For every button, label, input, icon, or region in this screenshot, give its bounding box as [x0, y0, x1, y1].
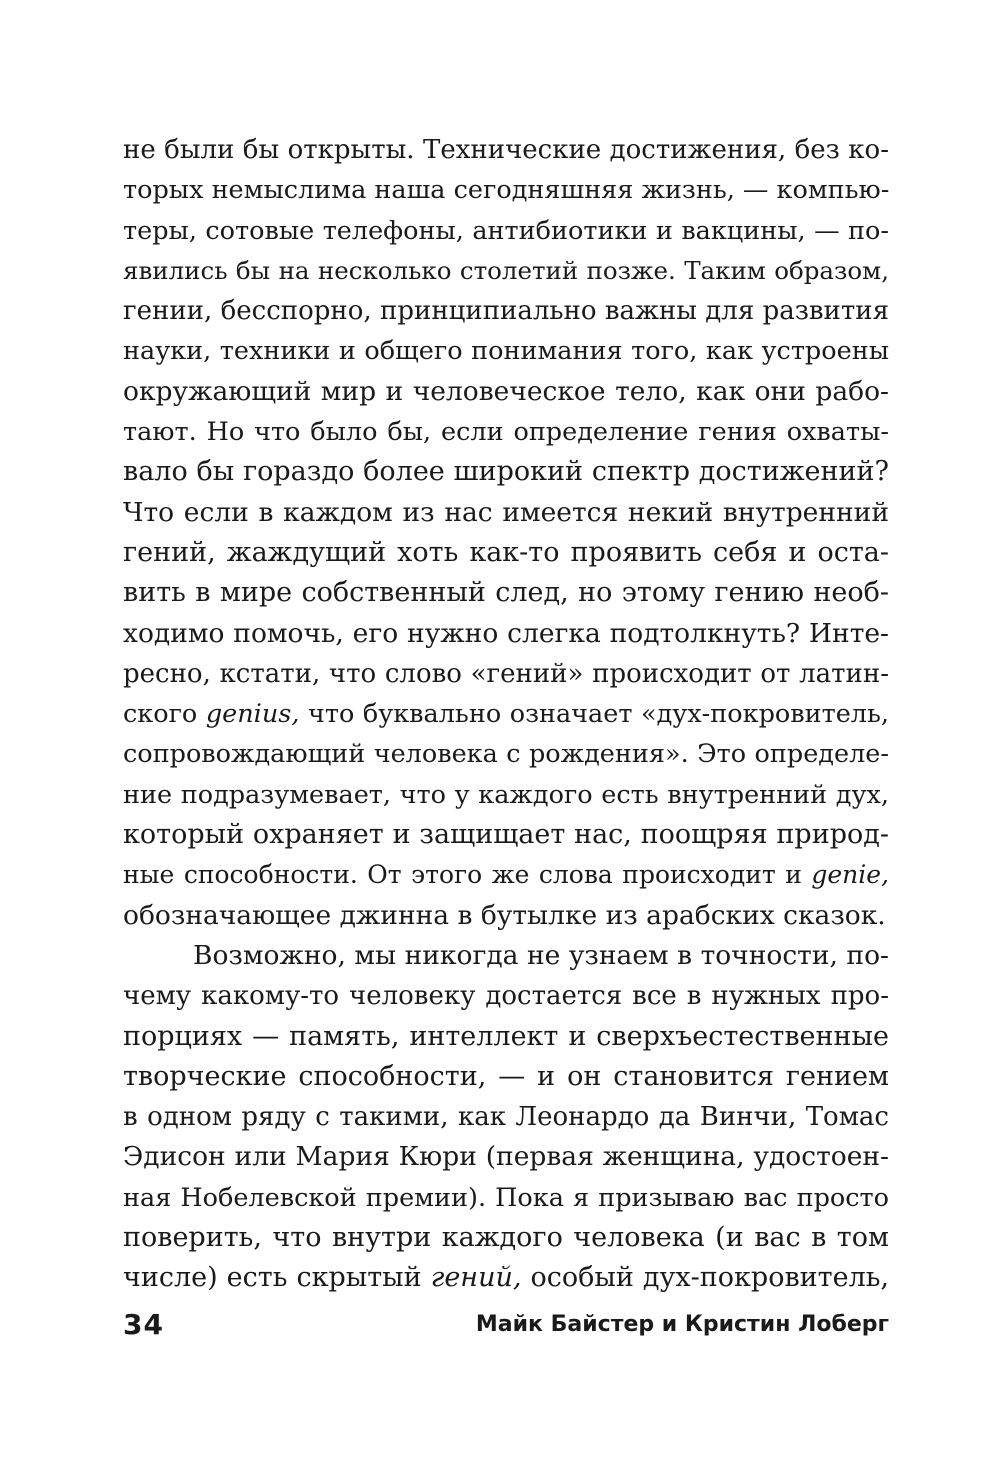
text-line: гений, жаждущий хоть как-то проявить себя и оста- — [123, 536, 889, 568]
text-line: ресно, кстати, что слово «гений» происходит от латин- — [123, 658, 889, 689]
text-run: ные способности. От этого же слова происходит и — [123, 860, 812, 890]
text-line: ходимо помочь, его нужно слегка подтолкнуть? Инте- — [123, 617, 889, 649]
text-run: особый дух-покровитель, — [521, 1262, 889, 1294]
text-line: в одном ряду с такими, как Леонардо да Винчи, Томас — [123, 1102, 889, 1133]
text-line: сопровождающий человека с рождения». Это определе- — [123, 739, 889, 770]
text-line: ние подразумевает, что у каждого есть внутренний дух, — [123, 779, 889, 810]
text-run: что буквально означает «дух-покровитель, — [299, 699, 889, 730]
italic-word: гений, — [430, 1262, 522, 1294]
text-line: творческие способности, — и он становится гением — [123, 1060, 889, 1092]
italic-word: genie, — [811, 860, 889, 890]
text-line — [123, 1258, 889, 1298]
text-line: поверить, что внутри каждого человека (и вас в том — [123, 1222, 889, 1254]
page-text — [123, 130, 889, 1299]
text-line: ная Нобелевской премии). Пока я призываю вас просто — [123, 1182, 889, 1213]
text-line: не были бы открыты. Технические достижения, без ко- — [123, 135, 889, 165]
text-line: науки, техники и общего понимания того, как устроены — [123, 336, 889, 367]
paragraph-first-line: Возможно, мы никогда не узнаем в точности, по- — [193, 939, 889, 971]
text-line: который охраняет и защищает нас, поощряя природ- — [123, 819, 889, 851]
text-line: гении, бесспорно, принципиально важны для развития — [123, 296, 889, 327]
text-line: вало бы гораздо более широкий спектр достижений? — [123, 456, 889, 488]
text-line: Эдисон или Мария Кюри (первая женщина, удостоен- — [123, 1141, 889, 1173]
text-line: вить в мире собственный след, но этому гению необ- — [123, 577, 889, 609]
italic-word: genius, — [205, 699, 300, 730]
text-line: торых немыслима наша сегодняшняя жизнь, — компью- — [123, 175, 890, 206]
page-number: 34 — [123, 1308, 164, 1341]
running-head: Майк Байстер и Кристин Лоберг — [475, 1312, 889, 1337]
page-footer — [123, 1308, 889, 1348]
text-run: ского — [123, 699, 206, 730]
text-line: обозначающее джинна в бутылке из арабских сказок. — [123, 899, 886, 931]
text-line: теры, сотовые телефоны, антибиотики и вакцины, — по- — [123, 215, 889, 246]
text-line — [123, 855, 889, 895]
text-line — [123, 694, 889, 734]
text-line: тают. Но что было бы, если определение гения охваты- — [123, 417, 889, 448]
text-run: числе) есть скрытый — [123, 1262, 431, 1294]
text-line: Что если в каждом из нас имеется некий внутренний — [123, 496, 889, 528]
text-line: окружающий мир и человеческое тело, как они рабо- — [123, 375, 889, 407]
text-line: явились бы на несколько столетий позже. Таким образом, — [123, 255, 889, 285]
text-line: порциях — память, интеллект и сверхъестественные — [123, 1020, 889, 1052]
text-line: чему какому-то человеку достается все в нужных про- — [123, 981, 889, 1012]
